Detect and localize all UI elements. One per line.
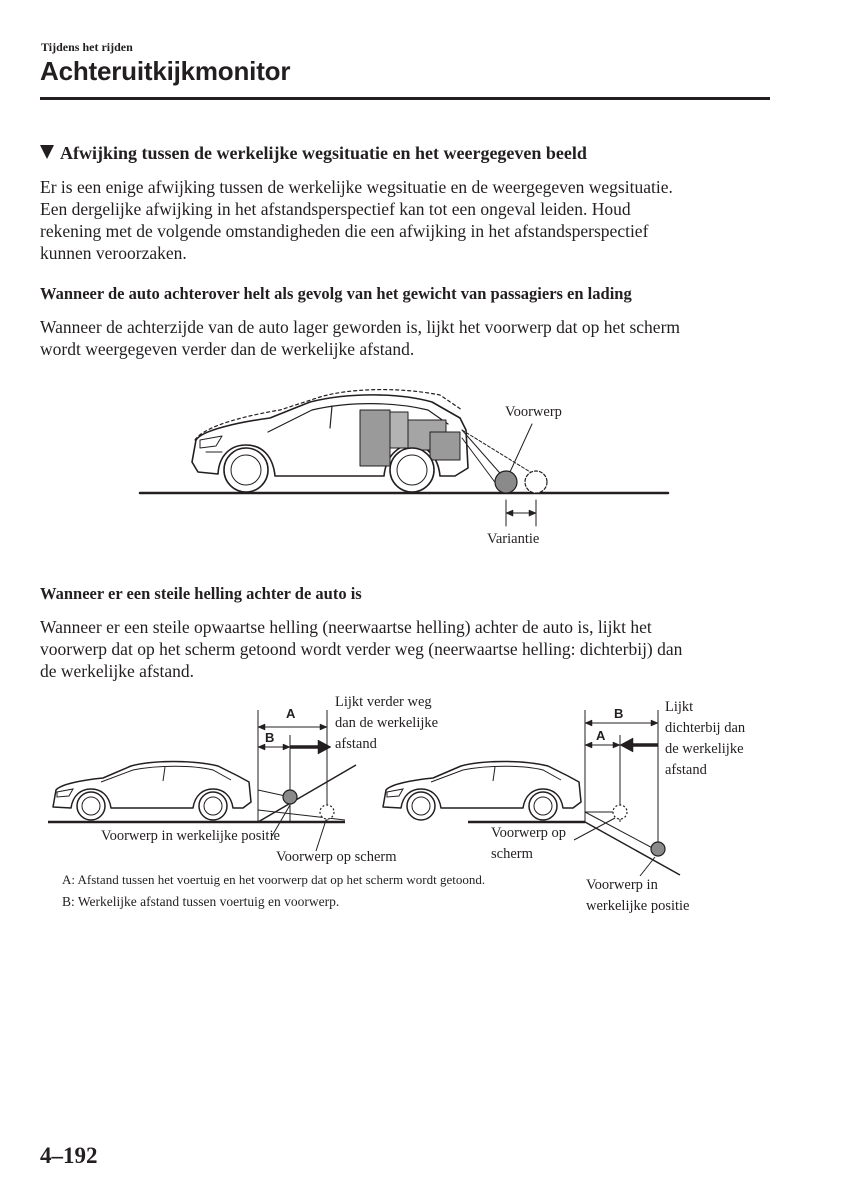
dim-label-b-right: B [614, 706, 624, 721]
note-line: afstand [335, 736, 377, 752]
subheading-text: Afwijking tussen de werkelijke wegsituatie en het weergegeven beeld [60, 143, 587, 163]
case1-line: Wanneer de achterzijde van de auto lager geworden is, lijkt het voorwerp dat op het scherm [40, 317, 681, 337]
dim-label-b-left: B [265, 730, 275, 745]
label-line: werkelijke positie [586, 898, 690, 914]
legend-a: A: Afstand tussen het voertuig en het voorwerp dat op het scherm wordt getoond. [62, 872, 486, 887]
dim-label-a-left: A [286, 706, 296, 721]
page-title: Achteruitkijkmonitor [40, 56, 291, 86]
intro-line: Een dergelijke afwijking in het afstandsperspectief kan tot een ongeval leiden. Houd [40, 199, 631, 219]
intro-line: kunnen veroorzaken. [40, 243, 187, 263]
legend-b: B: Werkelijke afstand tussen voertuig en voorwerp. [62, 894, 340, 909]
case2-line: Wanneer er een steile opwaartse helling (neerwaartse helling) achter de auto is, lijkt het [40, 617, 652, 637]
note-line: Lijkt [665, 699, 694, 715]
screen-position-label-left: Voorwerp op scherm [276, 849, 397, 865]
note-line: dichterbij dan [665, 720, 746, 736]
variance-label: Variantie [487, 531, 540, 547]
intro-line: rekening met de volgende omstandigheden die een afwijking in het afstandsperspectief [40, 221, 649, 241]
object-label: Voorwerp [505, 404, 562, 420]
case2-line: voorwerp dat op het scherm getoond wordt verder weg (neerwaartse helling: dichterbij) dan [40, 639, 683, 659]
label-line: Voorwerp op [491, 825, 567, 841]
actual-position-label-right [586, 875, 689, 917]
note-line: Lijkt verder weg [335, 694, 432, 710]
label-line: scherm [491, 846, 533, 862]
case1-heading: Wanneer de auto achterover helt als gevolg van het gewicht van passagiers en lading [40, 284, 632, 303]
note-line: de werkelijke [665, 741, 744, 757]
note-line: dan de werkelijke [335, 715, 439, 731]
dim-label-a-right: A [596, 728, 606, 743]
note-line: afstand [665, 762, 707, 778]
screen-position-label-right [491, 823, 566, 865]
label-line: Voorwerp in [586, 877, 658, 893]
page-number: 4–192 [40, 1143, 98, 1168]
case2-line: de werkelijke afstand. [40, 661, 195, 681]
actual-position-label-left: Voorwerp in werkelijke positie [101, 828, 280, 844]
note-left [335, 692, 438, 755]
case1-line: wordt weergegeven verder dan de werkelijke afstand. [40, 339, 415, 359]
intro-line: Er is een enige afwijking tussen de werkelijke wegsituatie en de weergegeven wegsituatie. [40, 177, 673, 197]
section-label: Tijdens het rijden [41, 40, 133, 54]
case2-heading: Wanneer er een steile helling achter de auto is [40, 584, 362, 603]
note-right [665, 697, 745, 781]
